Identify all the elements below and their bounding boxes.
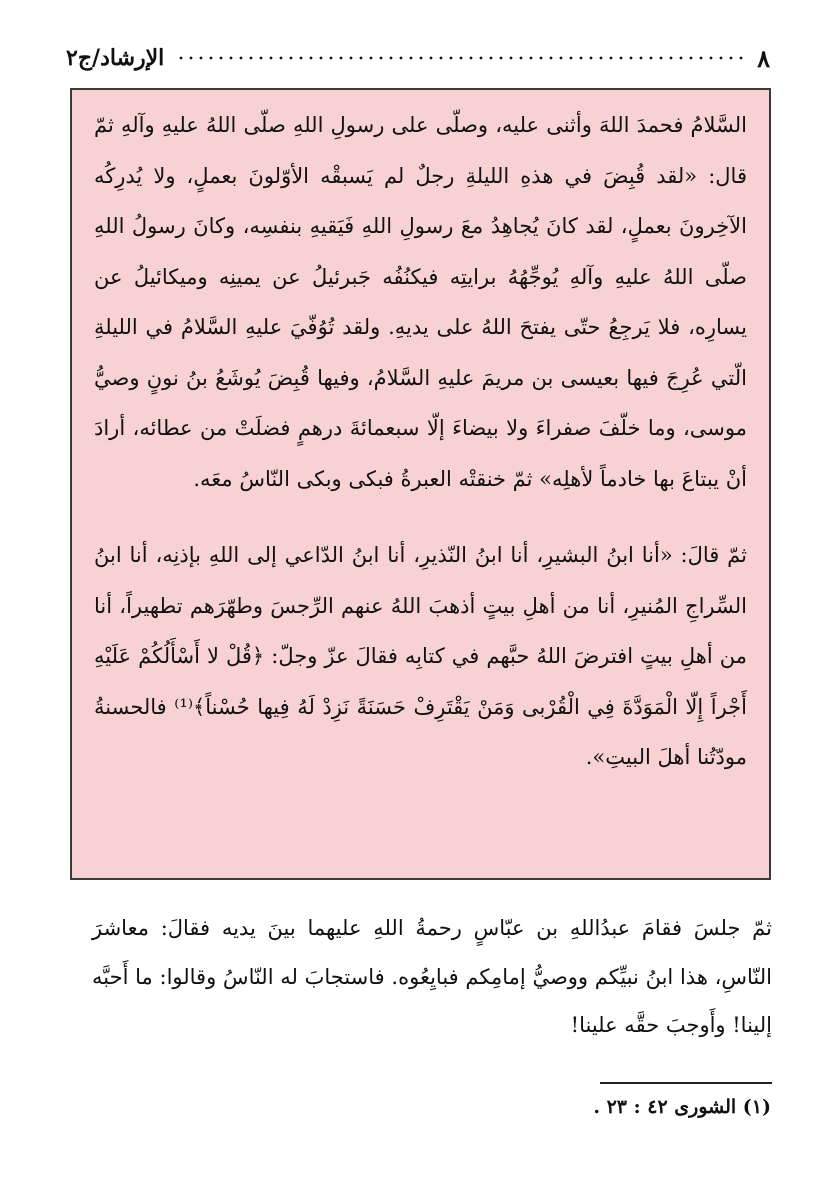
page-number: ٨ xyxy=(757,43,770,73)
paragraph-gap xyxy=(94,504,747,530)
highlight-paragraph-1: السَّلامُ فحمدَ اللهَ وأثنى عليه، وصلّى على رسولِ اللهِ صلّى اللهُ عليهِ وآلهِ ثمّ قال: «لقد قُبِضَ في هذهِ الليلةِ رجلٌ لم يَسبقْه الأوّلونَ بعملٍ، ولا يُدرِكُه الآخِرونَ بعملٍ، لقد كانَ يُجاهِدُ معَ رسولِ اللهِ فَيَقيهِ بنفسِه، وكانَ رسولُ اللهِ صلّى اللهُ عليهِ وآلهِ يُوجِّهُهُ برايتِه فيكنُفُه جَبرئيلُ عن يمينِه وميكائيلُ عن يسارِه، فلا يَرجِعُ حتّى يفتحَ اللهُ على يديهِ. ولقد تُوُفّيَ عليهِ السَّلامُ في الليلةِ الّتي عُرِجَ فيها بعيسى بن مريمَ عليهِ السَّلامُ، وفيها قُبِضَ يُوشَعُ بنُ نونٍ وصيُّ موسى، وما خلّفَ صفراءَ ولا بيضاءَ إلّا سبعمائةَ درهمٍ فضلَتْ من عطائه، أرادَ أنْ يبتاعَ بها خادماً لأهلِه» ثمّ خنقتْه العبرةُ فبكى وبكى النّاسُ معَه. xyxy=(94,113,747,491)
body-paragraph: ثمّ جلسَ فقامَ عبدُاللهِ بن عبّاسٍ رحمةُ اللهِ عليهما بينَ يديه فقالَ: معاشرَ النّاسِ، هذا ابنُ نبيِّكم ووصيُّ إمامِكم فبايِعُوه. فاستجابَ له النّاسُ وقالوا: ما أَحبَّه إلينا! وأَوجبَ حقَّه علينا! xyxy=(92,916,772,1037)
running-title: الإرشاد/ج٢ xyxy=(66,45,165,71)
highlighted-passage xyxy=(70,88,771,880)
page-header xyxy=(66,38,770,78)
highlight-paragraph-2: ثمّ قالَ: «أنا ابنُ البشيرِ، أنا ابنُ النّذيرِ، أنا ابنُ الدّاعي إلى اللهِ بإذنِه، أنا ابنُ السِّراجِ المُنيرِ، أنا من أهلِ بيتٍ أذهبَ اللهُ عنهم الرِّجسَ وطهّرَهم تطهيراً، أنا من أهلِ بيتٍ افترضَ اللهُ حبَّهم في كتابِه فقالَ عزّ وجلّ: ﴿قُلْ لا أَسْأَلُكُمْ عَلَيْهِ أَجْراً إِلّا الْمَوَدَّةَ فِي الْقُرْبى وَمَنْ يَقْتَرِفْ حَسَنَةً نَزِدْ لَهُ فِيها حُسْناً﴾⁽¹⁾ فالحسنةُ مودّتُنا أهلَ البيتِ». xyxy=(94,543,747,769)
footnote-divider xyxy=(600,1082,772,1084)
dotted-leader xyxy=(176,56,745,60)
body-text xyxy=(92,904,772,1050)
footnote: (١) الشورى ٤٢ : ٢٣ . xyxy=(593,1096,771,1118)
